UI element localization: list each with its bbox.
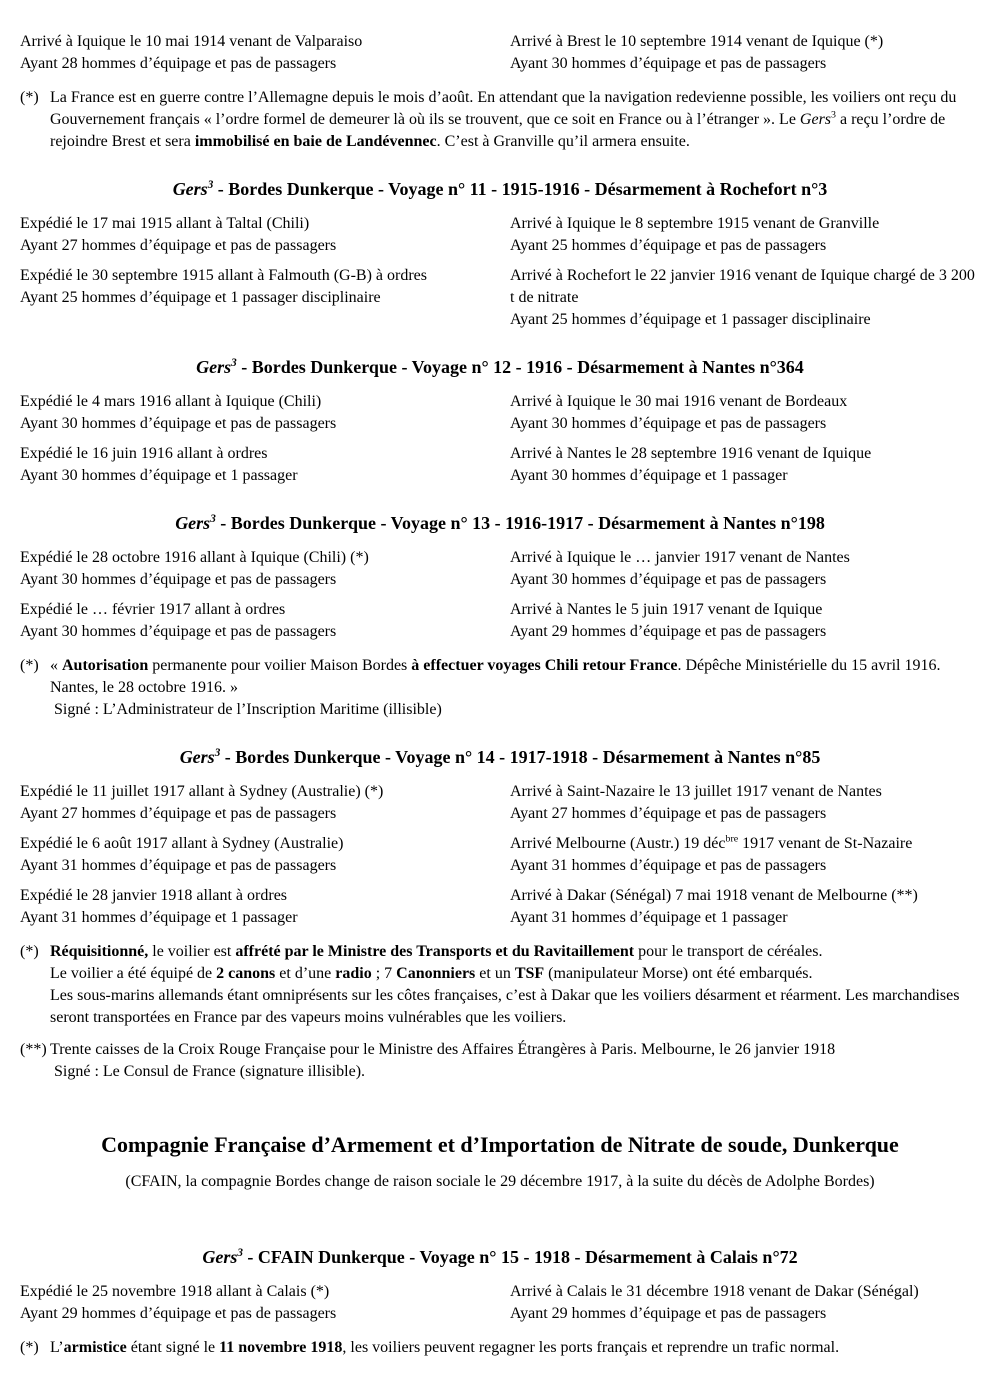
entry-line: Ayant 29 hommes d’équipage et pas de passagers: [20, 1305, 337, 1322]
entry-line: Ayant 30 hommes d’équipage et 1 passager: [510, 467, 788, 484]
entry-line: Expédié le 4 mars 1916 allant à Iquique (Chili): [20, 393, 322, 410]
entry-line: Ayant 25 hommes d’équipage et 1 passager disciplinaire: [510, 311, 871, 328]
entry-line: Ayant 30 hommes d’équipage et pas de passagers: [20, 571, 337, 588]
footnote-text: « Autorisation permanente pour voilier Maison Bordes à effectuer voyages Chili retour France. Dépêche Ministérielle du 15 avril 1916. Nantes, le 28 octobre 1916. »: [50, 657, 941, 696]
entry-line: Expédié le 28 octobre 1916 allant à Iquique (Chili) (*): [20, 549, 369, 566]
company-subtitle: (CFAIN, la compagnie Bordes change de raison sociale le 29 décembre 1917, à la suite du décès de Adolphe Bordes): [125, 1173, 875, 1190]
footnote-paragraph: Le voilier a été équipé de 2 canons et d’une radio ; 7 Canonniers et un TSF (manipulateur Morse) ont été embarqués.: [50, 965, 813, 982]
entry-cell-departure: [20, 833, 510, 877]
entry-line: Ayant 27 hommes d’équipage et pas de passagers: [20, 805, 337, 822]
footnote-paragraph: Les sous-marins allemands étant omniprésents sur les côtes françaises, c’est à Dakar que les voiliers désarment et réarment. Les marchandises seront transportées en France par des vapeurs moins vulnérables que les voiliers.: [50, 987, 960, 1026]
entry-line: Ayant 30 hommes d’équipage et pas de passagers: [510, 571, 827, 588]
entry-line: Arrivé à Nantes le 28 septembre 1916 venant de Iquique: [510, 445, 872, 462]
entry-cell-departure: [20, 265, 510, 331]
document-page: [20, 31, 980, 1359]
entry-cell-departure: [20, 1281, 510, 1325]
voyage-12-heading: Gers$^3$ - Bordes Dunkerque - Voyage n° 12 - 1916 - Désarmement à Nantes n°364: [196, 357, 804, 377]
entry-row: [20, 833, 980, 877]
footnote-marker: (*): [20, 89, 39, 106]
voyage-15-heading: Gers$^3$ - CFAIN Dunkerque - Voyage n° 15 - 1918 - Désarmement à Calais n°72: [202, 1247, 798, 1267]
footnote-signature: Signé : Le Consul de France (signature illisible).: [54, 1063, 366, 1080]
entry-line: Expédié le 17 mai 1915 allant à Taltal (Chili): [20, 215, 310, 232]
entry-line: Arrivé Melbourne (Austr.) 19 déc$^{bre}$ 1917 venant de St-Nazaire: [510, 833, 913, 852]
entry-cell-departure: [20, 547, 510, 591]
footnote-paragraph: [20, 941, 980, 963]
entry-cell-arrival: [510, 1281, 980, 1325]
footnote-paragraph: [20, 87, 980, 153]
entry-line: Ayant 29 hommes d’équipage et pas de passagers: [510, 623, 827, 640]
footnote-autorisation: [20, 655, 980, 721]
footnote-croix-rouge: [20, 1039, 980, 1083]
entry-row: [20, 443, 980, 487]
entry-cell-departure: [20, 443, 510, 487]
entry-row: [20, 265, 980, 331]
entry-cell-departure: [20, 31, 510, 75]
voyage-11-heading: Gers$^3$ - Bordes Dunkerque - Voyage n° 11 - 1915-1916 - Désarmement à Rochefort n°3: [172, 179, 828, 199]
voyage-14-heading: Gers$^3$ - Bordes Dunkerque - Voyage n° 14 - 1917-1918 - Désarmement à Nantes n°85: [179, 747, 821, 767]
entry-cell-arrival: [510, 547, 980, 591]
footnote-marker: (**): [20, 1041, 47, 1058]
entry-line: Expédié le 11 juillet 1917 allant à Sydney (Australie) (*): [20, 783, 384, 800]
entry-line: Ayant 27 hommes d’équipage et pas de passagers: [20, 237, 337, 254]
entry-line: Ayant 31 hommes d’équipage et 1 passager: [510, 909, 788, 926]
entry-row: [20, 31, 980, 75]
entry-line: Ayant 31 hommes d’équipage et pas de passagers: [510, 857, 827, 874]
entry-line: Arrivé à Calais le 31 décembre 1918 venant de Dakar (Sénégal): [510, 1283, 919, 1300]
entry-line: Arrivé à Iquique le 8 septembre 1915 venant de Granville: [510, 215, 880, 232]
entry-line: Arrivé à Dakar (Sénégal) 7 mai 1918 venant de Melbourne (**): [510, 887, 918, 904]
entry-cell-departure: [20, 781, 510, 825]
entry-row: [20, 885, 980, 929]
entry-line: Ayant 30 hommes d’équipage et pas de passagers: [510, 415, 827, 432]
entry-cell-departure: [20, 885, 510, 929]
entry-row: [20, 781, 980, 825]
entry-line: Ayant 30 hommes d’équipage et pas de passagers: [20, 415, 337, 432]
entry-line: Ayant 29 hommes d’équipage et pas de passagers: [510, 1305, 827, 1322]
entry-cell-arrival: [510, 265, 980, 331]
entry-line: Expédié le 30 septembre 1915 allant à Falmouth (G-B) à ordres: [20, 267, 427, 284]
footnote-text: La France est en guerre contre l’Allemagne depuis le mois d’août. En attendant que la navigation redevienne possible, les voiliers ont reçu du Gouvernement français « l’ordre formel de demeurer là où ils se trouvent, que ce soit en France ou à l’étranger ». Le Gers$^3$ a reçu l’ordre de rejoindre Brest et sera immobilisé en baie de Landévennec. C’est à Granville qu’il armera ensuite.: [50, 89, 957, 150]
footnote-marker: (*): [20, 1339, 39, 1356]
entry-line: Expédié le … février 1917 allant à ordres: [20, 601, 286, 618]
entry-line: Ayant 30 hommes d’équipage et pas de passagers: [20, 623, 337, 640]
entry-cell-arrival: [510, 885, 980, 929]
entry-line: Ayant 25 hommes d’équipage et 1 passager disciplinaire: [20, 289, 381, 306]
footnote-paragraph: [20, 1337, 980, 1359]
entry-row: [20, 1281, 980, 1325]
entry-cell-departure: [20, 213, 510, 257]
entry-line: Ayant 31 hommes d’équipage et pas de passagers: [20, 857, 337, 874]
entry-row: [20, 547, 980, 591]
footnote-armistice: [20, 1337, 980, 1359]
footnote-paragraph: [20, 1039, 980, 1061]
entry-line: Ayant 25 hommes d’équipage et pas de passagers: [510, 237, 827, 254]
company-title: Compagnie Française d’Armement et d’Importation de Nitrate de soude, Dunkerque: [101, 1132, 899, 1157]
entry-line: Ayant 27 hommes d’équipage et pas de passagers: [510, 805, 827, 822]
footnote-text: Réquisitionné, le voilier est affrété par le Ministre des Transports et du Ravitaillement pour le transport de céréales.: [50, 943, 823, 960]
entry-cell-arrival: [510, 31, 980, 75]
footnote-requisition: [20, 941, 980, 1029]
entry-line: Expédié le 28 janvier 1918 allant à ordres: [20, 887, 288, 904]
entry-cell-arrival: [510, 833, 980, 877]
voyage-13-heading: Gers$^3$ - Bordes Dunkerque - Voyage n° 13 - 1916-1917 - Désarmement à Nantes n°198: [175, 513, 825, 533]
entry-line: Arrivé à Iquique le … janvier 1917 venant de Nantes: [510, 549, 850, 566]
entry-row: [20, 599, 980, 643]
entry-line: Arrivé à Nantes le 5 juin 1917 venant de Iquique: [510, 601, 823, 618]
entry-line: Ayant 31 hommes d’équipage et 1 passager: [20, 909, 298, 926]
footnote-marker: (*): [20, 657, 39, 674]
entry-line: Arrivé à Iquique le 10 mai 1914 venant de Valparaiso: [20, 33, 363, 50]
entry-cell-arrival: [510, 599, 980, 643]
entry-line: Expédié le 16 juin 1916 allant à ordres: [20, 445, 268, 462]
entry-cell-departure: [20, 599, 510, 643]
entry-cell-departure: [20, 391, 510, 435]
entry-row: [20, 213, 980, 257]
entry-row: [20, 391, 980, 435]
footnote-text: Trente caisses de la Croix Rouge Française pour le Ministre des Affaires Étrangères à Paris. Melbourne, le 26 janvier 1918: [50, 1041, 836, 1058]
entry-line: Ayant 28 hommes d’équipage et pas de passagers: [20, 55, 337, 72]
entry-line: Arrivé à Saint-Nazaire le 13 juillet 1917 venant de Nantes: [510, 783, 882, 800]
entry-line: Expédié le 25 novembre 1918 allant à Calais (*): [20, 1283, 330, 1300]
footnote-text: L’armistice étant signé le 11 novembre 1918, les voiliers peuvent regagner les ports français et reprendre un trafic normal.: [50, 1339, 840, 1356]
entry-line: Ayant 30 hommes d’équipage et pas de passagers: [510, 55, 827, 72]
entry-cell-arrival: [510, 443, 980, 487]
footnote-marker: (*): [20, 943, 39, 960]
entry-line: Expédié le 6 août 1917 allant à Sydney (Australie): [20, 835, 344, 852]
entry-cell-arrival: [510, 213, 980, 257]
entry-cell-arrival: [510, 781, 980, 825]
entry-line: Arrivé à Brest le 10 septembre 1914 venant de Iquique (*): [510, 33, 884, 50]
footnote-signature: Signé : L’Administrateur de l’Inscription Maritime (illisible): [54, 701, 442, 718]
entry-line: Arrivé à Iquique le 30 mai 1916 venant de Bordeaux: [510, 393, 848, 410]
entry-cell-arrival: [510, 391, 980, 435]
footnote-war: [20, 87, 980, 153]
footnote-paragraph: [20, 655, 980, 699]
entry-line: Ayant 30 hommes d’équipage et 1 passager: [20, 467, 298, 484]
entry-line: Arrivé à Rochefort le 22 janvier 1916 venant de Iquique chargé de 3 200 t de nitrate: [510, 267, 975, 306]
